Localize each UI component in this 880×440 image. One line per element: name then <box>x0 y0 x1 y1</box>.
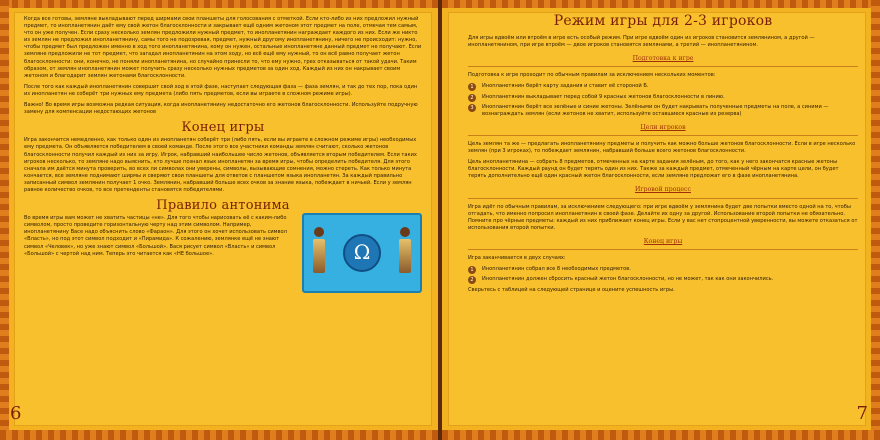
paragraph: Важно! Во время игры возможна редкая ситуация, когда инопланетянину недостаточно его жетонов благосклонности. Используйте подручную замену для компенсации недостающих жетонов <box>24 102 418 116</box>
number-badge: 2 <box>468 276 476 284</box>
subsection-title-goals: Цели игроков <box>640 123 686 131</box>
ornament-border-bottom <box>442 430 880 440</box>
number-badge: 2 <box>468 94 476 102</box>
paragraph: Для игры вдвоём или втроём в игре есть особый режим. При игре вдвоём один из игроков становится землянином, а другой — инопланетянином, при игре втроём — двое игроков становятся землянами, а третий — инопланетянином. <box>468 35 815 49</box>
number-badge: 1 <box>468 266 476 274</box>
list-item: 1 Инопланетянин собрал все 8 необходимых предметов. <box>468 266 858 273</box>
list-item: 2 Инопланетянин должен сбросить красный жетон благосклонности, но не может, так как они закончились. <box>468 276 858 283</box>
antonym-rule-block <box>24 215 422 293</box>
symbol-glyph-icon: Ω <box>343 234 381 272</box>
right-page-content <box>468 13 858 418</box>
subsection-title-end-game: Конец игры <box>643 237 683 245</box>
subsection-title-process: Игровой процесс <box>634 186 691 194</box>
paragraph: Цель инопланетянина — собрать 8 предметов, отмеченных на карте задания зелёным, до того, как у него закончатся красные жетоны благосклонности. Каждый раунд он будет терять один из них. Также за каждый предмет, отмеченный чёрным на карте цели, он будет терять дополнительно ещё один красный жетон благосклонности, если земляне предложат его в фазе инопланетянина. <box>468 159 839 180</box>
egyptian-figure-icon <box>312 227 326 275</box>
page-number: 7 <box>856 403 868 424</box>
divider <box>468 66 858 67</box>
divider <box>468 249 858 250</box>
section-title-antonym-rule: Правило антонима <box>156 198 290 214</box>
list-item: 3 Инопланетянин берёт все зелёные и синие жетоны. Зелёными он будет накрывать полученные предметы на поле, а синими — вознаграждать землян (если жетонов не хватит, используйте оставшиеся красные из резерва) <box>468 104 858 118</box>
ornament-border-top <box>0 0 438 8</box>
paragraph: Цель землян та же — предлагать инопланетянину предметы и получить как можно больше жетонов благосклонности. Если в игре несколько землян (при 3 игроках), то побеждает землянин, набравший больше всего жетонов благосклонности. <box>468 140 856 155</box>
list-item: 2 Инопланетянин выкладывает перед собой 9 красных жетонов благосклонности в линию. <box>468 94 858 101</box>
paragraph: Подготовка к игре проходит по обычным правилам за исключением нескольких моментов: <box>468 72 716 79</box>
paragraph: Сверьтесь с таблицей на следующей странице и оцените успешность игры. <box>468 287 675 294</box>
paragraph: Игра идёт по обычным правилам, за исключением следующего: при игре вдвоём у землянина будет две попытки вместо одной на то, чтобы отгадать, что именно попросил инопланетянин в своей фазе. Делайте их одну за другой. Использование второй попытки не обязательно. Помните про чёрные предметы: каждый из них приближает конец игры. Если у вас нет стопроцентной уверенности, вы можете отказаться от использования второй попытки. <box>468 203 858 231</box>
list-item: 1 Инопланетянин берёт карту задания и ставит её стороной Б. <box>468 83 858 90</box>
divider <box>468 135 858 136</box>
ornament-border-top <box>442 0 880 8</box>
paragraph: После того как каждый инопланетянин совершит свой ход в этой фазе, наступает следующая фаза — фаза землян, и так до тех пор, пока один из инопланетян не соберёт три нужных ему предмета (либо пять предметов, если вы играете в сложном режиме игры). <box>24 83 418 97</box>
ornament-border-side <box>871 0 880 440</box>
page-title: Режим игры для 2-3 игроков <box>553 13 773 29</box>
paragraph: Когда все готовы, земляне выкладывают перед ширмами свои планшеты для голосования с отметкой. Если кто-либо из них предложил нужный предмет, то инопланетянин даёт ему свой жетон благосклонности и закрывает ещё одним жетоном этот предмет на поле, отмечая тем самым, что он уже получен. Если сразу несколько землян предложили нужный предмет, то инопланетянин награждает каждого из них. Если же никто из землян не предложил инопланетянину, самы того не подозревая, предмет, нужный другому инопланетянину, ничего не происходит: нужно, чтобы предмет был предложен именно в ход того инопланетянина, кому он нужен, остальные инопланетяне данный предмет не получают. Если земляне предложили не тот предмет, что загадал инопланетянин на этом ходу, но всё ещё ему нужный, то он всё равно получает жетон благосклонности: они, конечно, не поняли инопланетянина, но случайно принесли то, что ему нужно, грех отказываться от такой удачи. Таким образом, от землян инопланетянин может получить сразу несколько нужных предметов за один ход. Каждый из них он накрывает своим жетоном и благодарит землян жетонами благосклонности. <box>24 16 422 79</box>
left-page-content <box>24 16 422 418</box>
ornament-border-bottom <box>0 430 438 440</box>
preparation-list <box>468 83 858 117</box>
end-conditions-list <box>468 266 858 283</box>
paragraph: Игра закончится немедленно, как только один из инопланетян соберёт три (либо пять, если вы играете в сложном режиме игры) необходимых ему предмета. Он объявляется победителем в своей команде. После этого все участники команды землян считают, сколько жетонов благосклонности получил каждый из них за игру. Игрок, набравший наибольшее число жетонов, объявляется вторым победителем. Если таких игроков несколько, то земляне надо выяснить, кто лучше познал язык инопланетян за время игры, чтобы определить победителя. Для этого сначала им даётся минута проверить, во всех ли символах они уверены, символы, вызывающие сомнения, можно стереть. Как только минута кончается, все земляне поднимают ширмы и сверяют свои планшеты для ответов с планшетом языка инопланетян. За каждый правильно записанный символ землянин получает 1 очко. Землянин, набравший больше всех очков за знание языка, побеждает в ничьей. Если у землян равное количество очков, то все претенденты становятся победителями. <box>24 137 417 193</box>
number-badge: 1 <box>468 83 476 91</box>
page-number: 6 <box>10 403 22 424</box>
subsection-title-preparation: Подготовка к игре <box>632 55 694 63</box>
right-page <box>442 0 880 440</box>
section-title-end-game: Конец игры <box>181 120 265 136</box>
ornament-border-side <box>0 0 9 440</box>
paragraph: Игра заканчивается в двух случаях: <box>468 254 566 261</box>
symbol-illustration-card <box>302 213 422 293</box>
left-page <box>0 0 438 440</box>
egyptian-figure-icon <box>398 227 412 275</box>
number-badge: 3 <box>468 104 476 112</box>
paragraph: Во время игры вам может не хватить частицы «не». Для того чтобы нарисовать её с каким-либо символом, просто проведите горизонтальную черту над этим символом. Например, инопланетянину Васе надо объяснить слово «Фараон». Для этого он хочет использовать символ «Власть», но под этот символ подходит и «Пирамида». К сожалению, землянке ещё не знают символ «Человек», но уже знают символ «Большой». Вася рисует символ «Власть» и символ «Большой» с чертой над ним. Теперь это читается как «НЕ большое». <box>24 215 287 257</box>
divider <box>468 198 858 199</box>
